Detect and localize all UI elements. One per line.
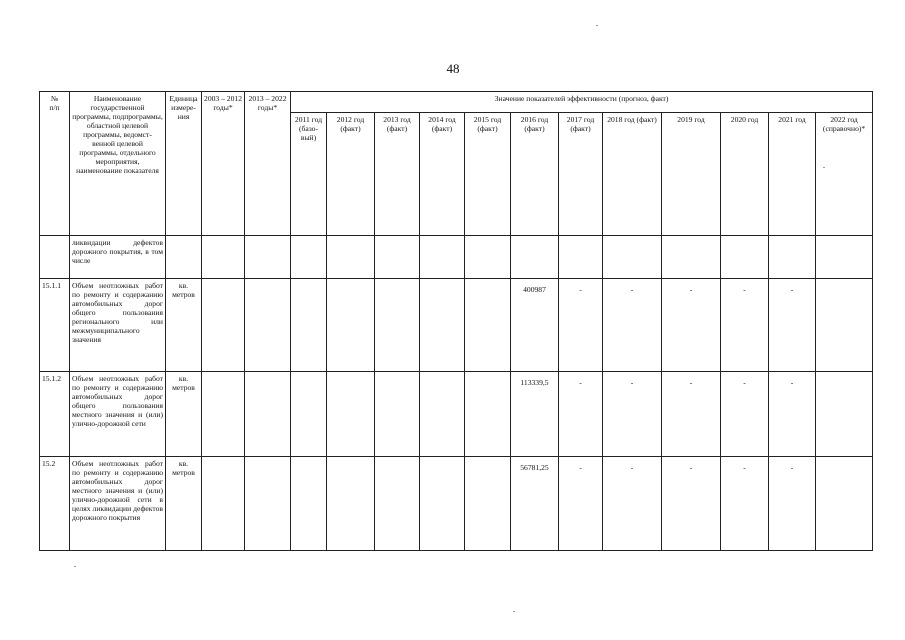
- row-num: 15.2: [40, 457, 70, 551]
- row-value-2019: [662, 236, 721, 279]
- indicators-table: [39, 91, 873, 551]
- row-value-2021: -: [769, 279, 816, 372]
- row-unit: кв. метров: [166, 457, 202, 551]
- header-year-2018: 2018 год (факт): [603, 113, 662, 236]
- row-value-2019: -: [662, 372, 721, 457]
- row-num: 15.1.1: [40, 279, 70, 372]
- row-value-2018: -: [603, 372, 662, 457]
- row-unit: [166, 236, 202, 279]
- header-year-2014: 2014 год (факт): [420, 113, 465, 236]
- row-value-2016: 400987: [511, 279, 559, 372]
- row-name: Объем неотложных работ по ремонту и содержанию автомобильных дорог общего пользования местного значения и (или) улично-дорожной сети: [70, 372, 166, 457]
- header-year-2012: 2012 год (факт): [327, 113, 375, 236]
- row-value-2020: -: [721, 372, 769, 457]
- scan-speck: [823, 167, 825, 168]
- row-value-2017: -: [559, 372, 603, 457]
- scan-speck: [74, 566, 76, 567]
- scan-speck: [513, 611, 515, 612]
- row-unit: кв. метров: [166, 372, 202, 457]
- row-value-2020: [721, 236, 769, 279]
- row-value-2020: -: [721, 457, 769, 551]
- row-num: 15.1.2: [40, 372, 70, 457]
- row-value-2016: 113339,5: [511, 372, 559, 457]
- row-value-2018: -: [603, 279, 662, 372]
- row-value-2016: [511, 236, 559, 279]
- page-number: 48: [446, 61, 460, 76]
- row-name: Объем неотложных работ по ремонту и содержанию автомобильных дорог местного значения и (или) улично-дорожной сети в целях ликвидации дефектов дорожного покрытия: [70, 457, 166, 551]
- row-value-2017: [559, 236, 603, 279]
- row-value-2018: [603, 236, 662, 279]
- header-period-2003-2012: 2003 – 2012 годы*: [202, 92, 245, 236]
- row-value-2019: -: [662, 457, 721, 551]
- scan-speck: [596, 25, 598, 26]
- header-year-2015: 2015 год (факт): [465, 113, 511, 236]
- row-value-2018: -: [603, 457, 662, 551]
- table-row: [40, 236, 873, 279]
- header-indicator-values: Значение показателей эффективности (прогноз, факт): [291, 92, 873, 113]
- header-row-top: [40, 92, 873, 113]
- row-value-2021: -: [769, 457, 816, 551]
- row-value-2016: 56781,25: [511, 457, 559, 551]
- row-num: [40, 236, 70, 279]
- table-row: [40, 279, 873, 372]
- header-year-2022: 2022 год (справочно)*: [816, 113, 873, 236]
- row-name: ликвидации дефектов дорожного покрытия, в том числе: [70, 236, 166, 279]
- header-year-2019: 2019 год: [662, 113, 721, 236]
- row-unit: кв. метров: [166, 279, 202, 372]
- row-name: Объем неотложных работ по ремонту и содержанию автомобильных дорог общего пользования регионального или межмуниципального значения: [70, 279, 166, 372]
- row-value-2019: -: [662, 279, 721, 372]
- header-period-2013-2022: 2013 – 2022 годы*: [245, 92, 291, 236]
- table-row: [40, 372, 873, 457]
- header-year-2013: 2013 год (факт): [375, 113, 420, 236]
- header-year-2016: 2016 год (факт): [511, 113, 559, 236]
- header-name: Наименование государственной программы, подпрограммы, областной целевой программы, ведомст-венной целевой программы, отдельного мероприятия, наименование показателя: [70, 92, 166, 236]
- header-year-2011: 2011 год (базо-вый): [291, 113, 327, 236]
- header-year-2017: 2017 год (факт): [559, 113, 603, 236]
- row-value-2020: -: [721, 279, 769, 372]
- header-unit: Единица измере-ния: [166, 92, 202, 236]
- table-row: [40, 457, 873, 551]
- row-value-2017: -: [559, 279, 603, 372]
- row-value-2017: -: [559, 457, 603, 551]
- row-value-2021: -: [769, 372, 816, 457]
- header-num: № п/п: [40, 92, 70, 236]
- header-year-2020: 2020 год: [721, 113, 769, 236]
- header-year-2021: 2021 год: [769, 113, 816, 236]
- row-value-2021: [769, 236, 816, 279]
